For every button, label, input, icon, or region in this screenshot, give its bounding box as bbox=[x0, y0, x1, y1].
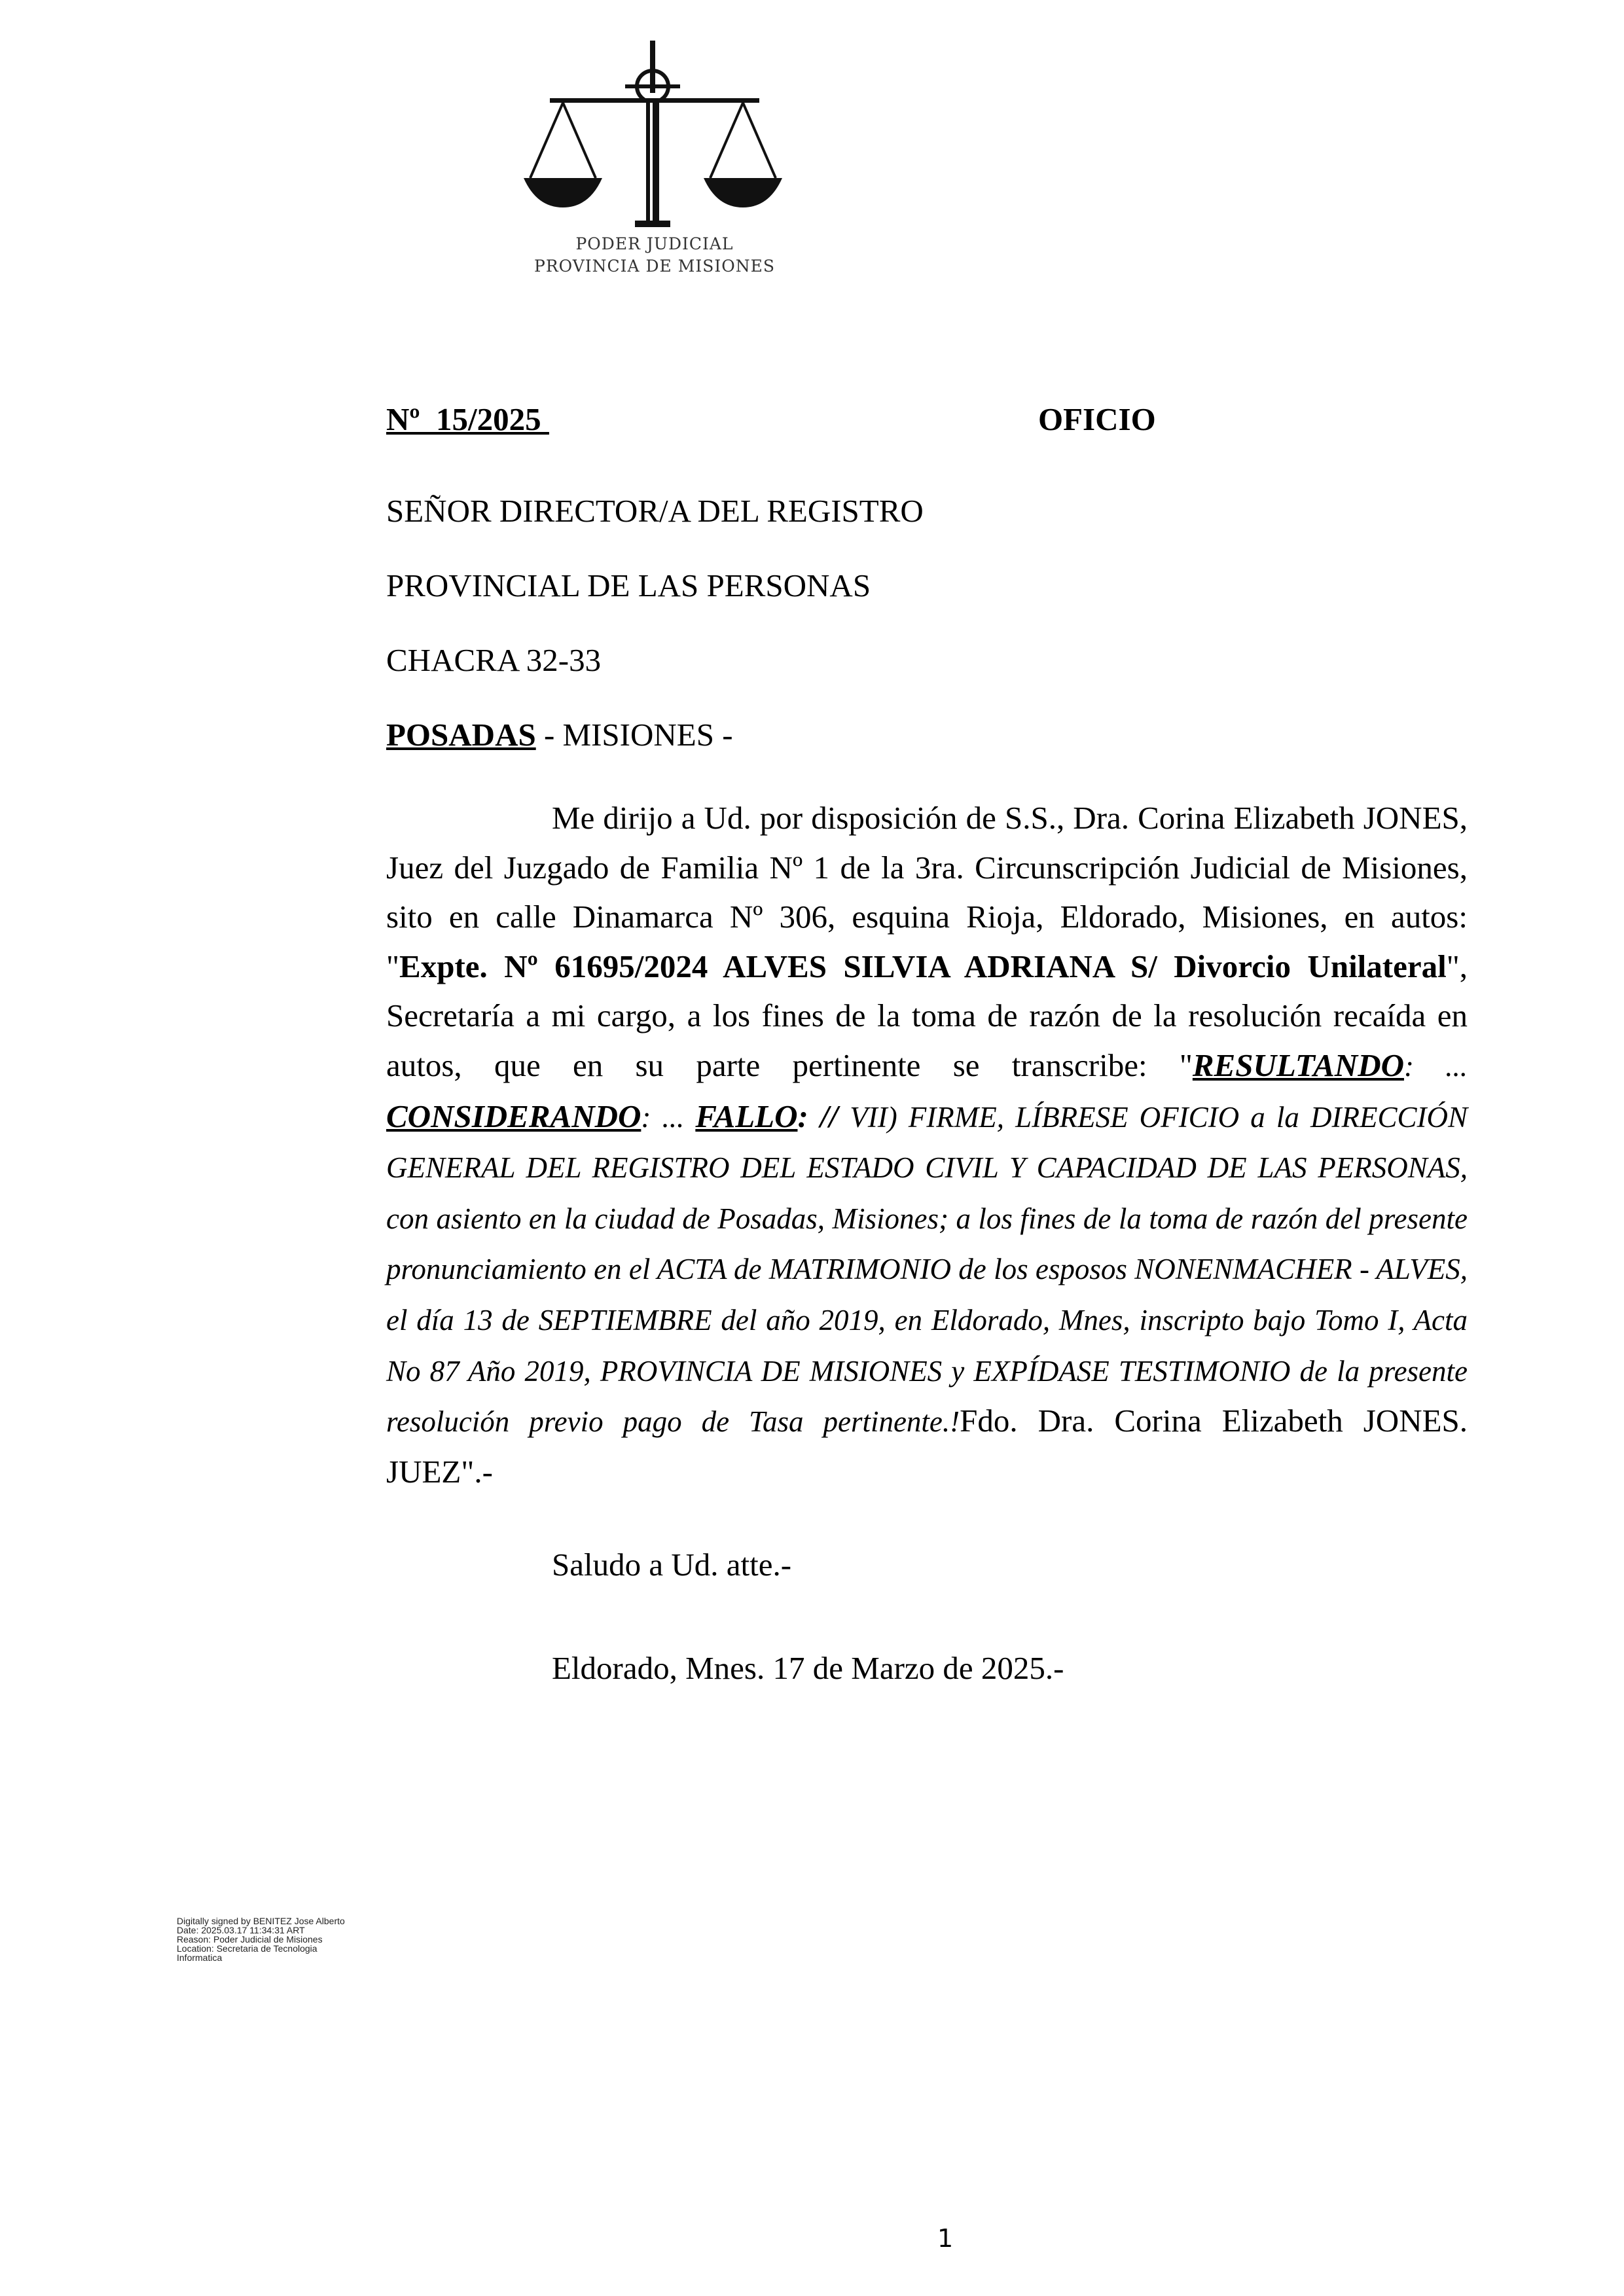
document-title: OFICIO bbox=[1038, 401, 1156, 437]
resolution-text: VII) FIRME, LÍBRESE OFICIO a la DIRECCIÓN GENERAL DEL REGISTRO DEL ESTADO CIVIL Y CAPACIDAD DE LAS PERSONAS, con asiento en la ciudad de Posadas, Misiones; a los fines de la toma de razón del presente pronunciamiento en el ACTA de MATRIMONIO de los esposos NONENMACHER - ALVES, el día 13 de SEPTIEMBRE del año 2019, en Eldorado, Mnes, inscripto bajo Tomo I, Acta No 87 Año 2019, PROVINCIA DE MISIONES y EXPÍDASE TESTIMONIO de la presente resolución previo pago de Tasa pertinente.! bbox=[386, 1100, 1468, 1439]
signature-line-3: Reason: Poder Judicial de Misiones bbox=[177, 1934, 323, 1945]
case-reference: Expte. Nº 61695/2024 ALVES SILVIA ADRIANA S/ Divorcio Unilateral bbox=[399, 948, 1447, 984]
considerando-label: CONSIDERANDO bbox=[386, 1098, 641, 1134]
addressee-line-2: PROVINCIAL DE LAS PERSONAS bbox=[386, 567, 871, 603]
page-number: 1 bbox=[937, 2224, 954, 2253]
separator-3: : // bbox=[797, 1098, 850, 1134]
logo-line-2: PROVINCIA DE MISIONES bbox=[534, 257, 775, 276]
fallo-label: FALLO bbox=[695, 1098, 798, 1134]
digital-signature bbox=[177, 1916, 399, 1962]
addressee-city: POSADAS bbox=[386, 717, 536, 753]
signed-by-judge: Fdo. Dra. Corina Elizabeth JONES. JUEZ".- bbox=[386, 1403, 1468, 1490]
signature-line-4: Location: Secretaria de Tecnologia bbox=[177, 1943, 317, 1954]
addressee-province: - MISIONES - bbox=[535, 717, 733, 753]
addressee-line-3: CHACRA 32-33 bbox=[386, 642, 602, 678]
body-continuation: ", Secretaría a mi cargo, a los fines de la toma de razón de la resolución recaída en autos, que en su parte pertinente se transcribe: " bbox=[386, 948, 1468, 1083]
separator-1: : ... bbox=[1403, 1049, 1468, 1083]
poder-judicial-logo bbox=[511, 41, 799, 289]
signature-line-5: Informatica bbox=[177, 1952, 223, 1963]
signature-line-1: Digitally signed by BENITEZ Jose Alberto bbox=[177, 1916, 345, 1926]
scales-of-justice-icon bbox=[511, 41, 799, 237]
body-paragraph bbox=[386, 793, 1468, 1496]
separator-2: : ... bbox=[641, 1100, 696, 1134]
closing-greeting: Saludo a Ud. atte.- bbox=[552, 1547, 792, 1583]
document-number: Nº 15/2025 bbox=[386, 401, 549, 437]
signature-line-2: Date: 2025.03.17 11:34:31 ART bbox=[177, 1925, 305, 1935]
resultando-label: RESULTANDO bbox=[1192, 1047, 1404, 1083]
addressee-line-1: SEÑOR DIRECTOR/A DEL REGISTRO bbox=[386, 493, 924, 529]
logo-line-1: PODER JUDICIAL bbox=[575, 234, 734, 253]
body-intro: Me dirijo a Ud. por disposición de S.S., Dra. Corina Elizabeth JONES, Juez del Juzgado de Familia Nº 1 de la 3ra. Circunscripción Judicial de Misiones, sito en calle Dinamarca Nº 306, esquina Rioja, Eldorado, Misiones, en autos: " bbox=[386, 800, 1468, 984]
closing-place-date: Eldorado, Mnes. 17 de Marzo de 2025.- bbox=[552, 1650, 1064, 1686]
addressee-city-line bbox=[386, 716, 733, 753]
